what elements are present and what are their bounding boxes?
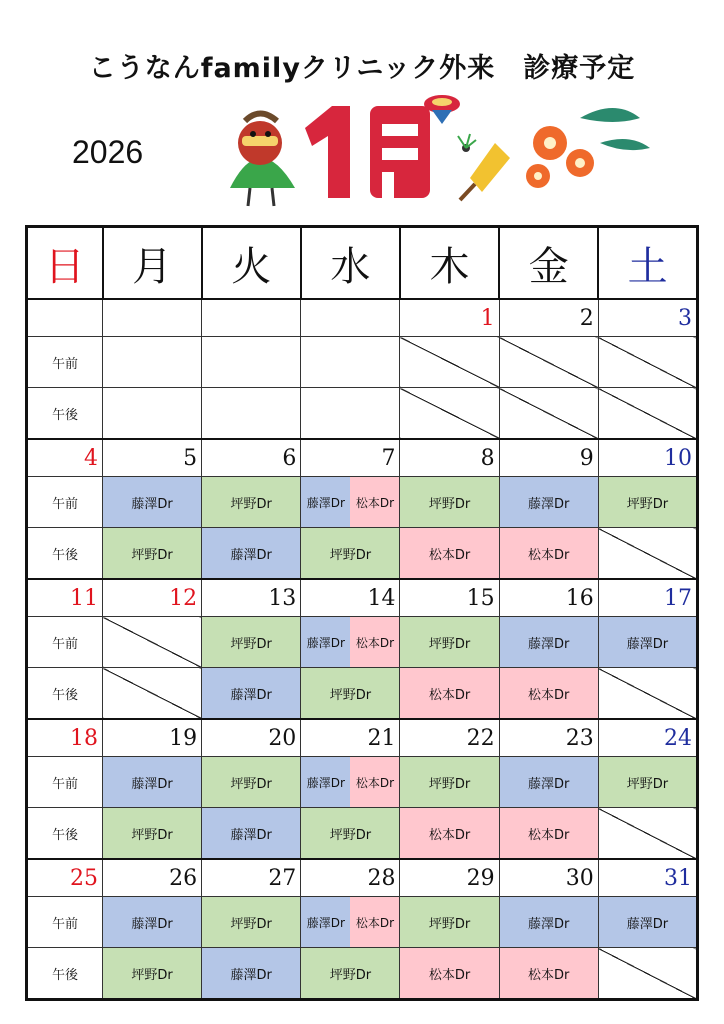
closed-slot [598, 948, 697, 1000]
doctor-name: 松本Dr [499, 668, 598, 720]
doctor-name: 坪野Dr [202, 757, 301, 808]
doctor-name: 松本Dr [400, 528, 499, 580]
date-number: 20 [202, 719, 301, 757]
empty-slot [202, 337, 301, 388]
year-label: 2026 [72, 134, 144, 170]
month-illustration [220, 88, 660, 218]
doctor-name: 藤澤Dr [499, 617, 598, 668]
doctor-name: 松本Dr [350, 757, 399, 807]
weekday-header: 土 [598, 227, 697, 300]
doctor-name: 藤澤Dr [598, 897, 697, 948]
doctor-name: 坪野Dr [400, 617, 499, 668]
date-number: 18 [27, 719, 103, 757]
date-number: 9 [499, 439, 598, 477]
date-number: 27 [202, 859, 301, 897]
weekday-header: 火 [202, 227, 301, 300]
closed-slot [103, 617, 202, 668]
slot-label: 午後 [27, 948, 103, 1000]
weekday-header-row [27, 227, 698, 300]
doctor-name: 坪野Dr [301, 948, 400, 1000]
date-number: 12 [103, 579, 202, 617]
empty-slot [103, 388, 202, 440]
date-number: 21 [301, 719, 400, 757]
doctor-name: 藤澤Dr [202, 808, 301, 860]
doctor-name: 坪野Dr [301, 528, 400, 580]
doctor-name: 坪野Dr [202, 617, 301, 668]
weekday-header: 木 [400, 227, 499, 300]
doctor-name: 藤澤Dr [202, 948, 301, 1000]
slot-label: 午前 [27, 897, 103, 948]
date-number [103, 299, 202, 337]
shared-slot [301, 897, 400, 948]
am-row [27, 337, 698, 388]
date-number: 10 [598, 439, 697, 477]
doctor-name: 藤澤Dr [301, 897, 350, 947]
doctor-name: 坪野Dr [400, 757, 499, 808]
empty-slot [301, 388, 400, 440]
date-number: 7 [301, 439, 400, 477]
doctor-name: 坪野Dr [202, 477, 301, 528]
date-number: 25 [27, 859, 103, 897]
date-number: 23 [499, 719, 598, 757]
doctor-name: 坪野Dr [103, 948, 202, 1000]
doctor-name: 坪野Dr [103, 528, 202, 580]
empty-slot [202, 388, 301, 440]
date-row [27, 579, 698, 617]
doctor-name: 藤澤Dr [598, 617, 697, 668]
doctor-name: 藤澤Dr [301, 477, 350, 527]
doctor-name: 坪野Dr [301, 808, 400, 860]
date-number: 6 [202, 439, 301, 477]
date-number: 26 [103, 859, 202, 897]
weekday-header: 月 [103, 227, 202, 300]
closed-slot [598, 337, 697, 388]
slot-label: 午後 [27, 528, 103, 580]
date-row [27, 859, 698, 897]
doctor-name: 松本Dr [350, 617, 399, 667]
pm-row [27, 668, 698, 720]
doctor-name: 坪野Dr [400, 897, 499, 948]
date-row [27, 719, 698, 757]
plum-blossom-icon [526, 108, 650, 188]
doctor-name: 坪野Dr [301, 668, 400, 720]
date-number: 30 [499, 859, 598, 897]
date-number: 24 [598, 719, 697, 757]
slot-label: 午後 [27, 668, 103, 720]
schedule-calendar [25, 225, 699, 1001]
date-number: 3 [598, 299, 697, 337]
shared-slot [301, 757, 400, 808]
date-number: 22 [400, 719, 499, 757]
date-number: 4 [27, 439, 103, 477]
closed-slot [499, 337, 598, 388]
date-number: 14 [301, 579, 400, 617]
am-row [27, 617, 698, 668]
doctor-name: 坪野Dr [400, 477, 499, 528]
slot-label: 午前 [27, 617, 103, 668]
doctor-name: 松本Dr [400, 668, 499, 720]
doctor-name: 坪野Dr [598, 757, 697, 808]
doctor-name: 松本Dr [350, 477, 399, 527]
weekday-header: 日 [27, 227, 103, 300]
number-one-art [305, 106, 350, 198]
doctor-name: 松本Dr [499, 948, 598, 1000]
closed-slot [598, 808, 697, 860]
date-number [202, 299, 301, 337]
date-row [27, 439, 698, 477]
weekday-header: 水 [301, 227, 400, 300]
pm-row [27, 528, 698, 580]
doctor-name: 藤澤Dr [499, 757, 598, 808]
am-row [27, 897, 698, 948]
empty-slot [301, 337, 400, 388]
am-row [27, 757, 698, 808]
date-number: 15 [400, 579, 499, 617]
doctor-name: 坪野Dr [202, 897, 301, 948]
slot-label: 午前 [27, 337, 103, 388]
hagoita-icon [458, 134, 510, 200]
date-number: 16 [499, 579, 598, 617]
pm-row [27, 948, 698, 1000]
weekday-header: 金 [499, 227, 598, 300]
date-number: 13 [202, 579, 301, 617]
date-number: 28 [301, 859, 400, 897]
shishimai-icon [230, 114, 295, 207]
closed-slot [499, 388, 598, 440]
doctor-name: 松本Dr [350, 897, 399, 947]
closed-slot [598, 388, 697, 440]
date-number: 11 [27, 579, 103, 617]
doctor-name: 藤澤Dr [202, 528, 301, 580]
doctor-name: 坪野Dr [103, 808, 202, 860]
closed-slot [598, 528, 697, 580]
doctor-name: 藤澤Dr [499, 897, 598, 948]
shared-slot [301, 477, 400, 528]
doctor-name: 松本Dr [400, 948, 499, 1000]
month-kanji-art [370, 106, 430, 198]
closed-slot [400, 388, 499, 440]
doctor-name: 藤澤Dr [103, 477, 202, 528]
closed-slot [400, 337, 499, 388]
slot-label: 午後 [27, 388, 103, 440]
date-number: 8 [400, 439, 499, 477]
slot-label: 午後 [27, 808, 103, 860]
date-number: 5 [103, 439, 202, 477]
doctor-name: 藤澤Dr [499, 477, 598, 528]
closed-slot [598, 668, 697, 720]
am-row [27, 477, 698, 528]
doctor-name: 藤澤Dr [301, 757, 350, 807]
date-number [27, 299, 103, 337]
doctor-name: 松本Dr [499, 808, 598, 860]
doctor-name: 藤澤Dr [202, 668, 301, 720]
doctor-name: 松本Dr [499, 528, 598, 580]
doctor-name: 藤澤Dr [301, 617, 350, 667]
date-number: 1 [400, 299, 499, 337]
empty-slot [103, 337, 202, 388]
date-number: 17 [598, 579, 697, 617]
date-number: 19 [103, 719, 202, 757]
slot-label: 午前 [27, 477, 103, 528]
date-number: 31 [598, 859, 697, 897]
date-row [27, 299, 698, 337]
date-number [301, 299, 400, 337]
doctor-name: 松本Dr [400, 808, 499, 860]
date-number: 29 [400, 859, 499, 897]
doctor-name: 坪野Dr [598, 477, 697, 528]
pm-row [27, 388, 698, 440]
doctor-name: 藤澤Dr [103, 897, 202, 948]
closed-slot [103, 668, 202, 720]
slot-label: 午前 [27, 757, 103, 808]
doctor-name: 藤澤Dr [103, 757, 202, 808]
date-number: 2 [499, 299, 598, 337]
page-title: こうなんfamilyクリニック外来 診療予定 [88, 53, 636, 84]
shared-slot [301, 617, 400, 668]
pm-row [27, 808, 698, 860]
